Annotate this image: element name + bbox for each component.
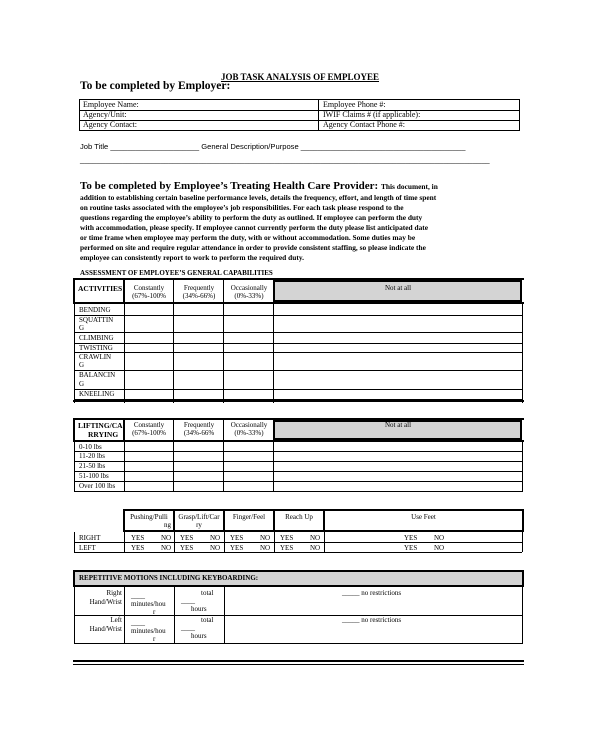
employer-table xyxy=(79,99,520,131)
hands-left-finger-no[interactable]: NO xyxy=(260,544,271,552)
provider-paragraph xyxy=(80,178,520,263)
activity-row-kneeling: KNEELING xyxy=(79,390,115,398)
repetitive-right-part: Hand/Wrist xyxy=(89,598,122,606)
activity-row-crawling: CRAWLIN xyxy=(79,353,112,361)
repetitive-right-hours[interactable]: total ____ hours xyxy=(181,589,214,613)
repetitive-left-minutes-label: minutes/hou xyxy=(131,627,166,635)
hands-left-feet-yes[interactable]: YES xyxy=(404,544,418,552)
lifting-col-frequently xyxy=(174,421,224,437)
hands-col-feet xyxy=(325,513,522,521)
employer-heading: To be completed by Employer: xyxy=(80,80,231,92)
activity-row-balancing: BALANCIN xyxy=(79,371,116,379)
provider-line-6: performed on site and require regular attendance in order to provide consistent staffing, so please indicate the xyxy=(80,243,426,252)
lifting-col-constantly-l2: (67%-100% xyxy=(132,429,166,437)
hands-left-reach-no[interactable]: NO xyxy=(310,544,321,552)
repetitive-right-hours-label: hours xyxy=(191,605,207,613)
repetitive-right-no-restrictions[interactable]: _____ no restrictions xyxy=(342,589,402,597)
hands-col-reach-l1: Reach Up xyxy=(285,513,313,521)
activity-row-squatting-cont: G xyxy=(79,324,85,332)
lifting-col-not-at-all xyxy=(274,421,522,429)
repetitive-left-hours[interactable]: total ____ hours xyxy=(181,616,214,640)
hands-col-finger xyxy=(225,513,273,521)
hands-left-grasp-yes[interactable]: YES xyxy=(180,544,194,552)
hands-col-pushing-l2: ng xyxy=(164,521,171,529)
hands-right-feet-no[interactable]: NO xyxy=(434,534,445,542)
agency-unit-field[interactable]: Agency/Unit: xyxy=(83,110,127,119)
activity-row-bending: BENDING xyxy=(79,306,111,314)
provider-line-2: on routine tasks associated with the employee’s job responsibilities. For each task please respond to the xyxy=(80,203,404,212)
hands-col-grasp-l1: Grasp/Lift/Car xyxy=(178,513,220,521)
repetitive-right-side: Right xyxy=(106,589,122,597)
activities-col-frequently-l2: (34%-66%) xyxy=(182,292,216,300)
repetitive-left-minutes[interactable]: ____ minutes/hou r xyxy=(131,619,166,643)
activities-col-constantly xyxy=(124,284,174,300)
lifting-col-occasionally-l1: Occasionally xyxy=(230,421,268,429)
activities-col-not-at-all-l1: Not at all xyxy=(384,284,412,292)
repetitive-right-minutes-label2: r xyxy=(153,608,156,616)
lifting-row-over-100: Over 100 lbs xyxy=(79,482,116,490)
provider-heading: To be completed by Employee’s Treating Health Care Provider: xyxy=(80,180,381,192)
activities-col-occasionally-l1: Occasionally xyxy=(230,284,268,292)
hands-left-reach-yes[interactable]: YES xyxy=(280,544,294,552)
lifting-row-11-20: 11-20 lbs xyxy=(79,452,105,460)
lifting-col-not-at-all-l1: Not at all xyxy=(384,421,412,429)
hands-right-finger-yes[interactable]: YES xyxy=(230,534,244,542)
provider-line-7: employee can consistently report to work to perform the required duty. xyxy=(80,253,304,262)
assessment-heading: ASSESSMENT OF EMPLOYEE’S GENERAL CAPABILITIES xyxy=(80,269,273,277)
repetitive-right-minutes-label: minutes/hou xyxy=(131,600,166,608)
repetitive-left-minutes-label2: r xyxy=(153,635,156,643)
activities-col-frequently-l1: Frequently xyxy=(183,284,215,292)
hands-row-right-label: RIGHT xyxy=(79,534,101,542)
hands-col-feet-l1: Use Feet xyxy=(411,513,436,521)
agency-contact-phone-field[interactable]: Agency Contact Phone #: xyxy=(323,120,405,129)
activities-col-occasionally xyxy=(224,284,274,300)
lifting-col-constantly xyxy=(124,421,174,437)
lifting-header-l2: RRYING xyxy=(88,430,119,439)
hands-row-left-label: LEFT xyxy=(79,544,96,552)
hands-col-pushing-l1: Pushing/Pulli xyxy=(130,513,168,521)
activities-col-constantly-l1: Constantly xyxy=(133,284,165,292)
hands-left-finger-yes[interactable]: YES xyxy=(230,544,244,552)
hands-right-push-no[interactable]: NO xyxy=(161,534,172,542)
provider-line-3: questions regarding the employee’s ability to perform the duty as outlined. If employee can perform the duty xyxy=(80,213,423,222)
hands-right-feet-yes[interactable]: YES xyxy=(404,534,418,542)
activities-col-occasionally-l2: (0%-33%) xyxy=(234,292,264,300)
hands-right-reach-no[interactable]: NO xyxy=(310,534,321,542)
hands-right-reach-yes[interactable]: YES xyxy=(280,534,294,542)
hands-left-push-no[interactable]: NO xyxy=(161,544,172,552)
hands-col-reach xyxy=(275,513,323,521)
activities-col-not-at-all xyxy=(274,284,522,292)
provider-line-4: with accommodation, please specify. If employee cannot currently perform the duty please list anticipated date xyxy=(80,223,429,232)
agency-contact-field[interactable]: Agency Contact: xyxy=(83,120,137,129)
repetitive-right-total-label: total xyxy=(201,589,214,597)
repetitive-left-total-label: total xyxy=(201,616,214,624)
lifting-col-frequently-l2: (34%-66% xyxy=(183,429,215,437)
activities-col-constantly-l2: (67%-100% xyxy=(132,292,166,300)
iwif-claims-field[interactable]: IWIF Claims # (if applicable): xyxy=(323,110,421,119)
lifting-row-51-100: 51-100 lbs xyxy=(79,472,109,480)
hands-col-grasp xyxy=(175,513,223,529)
lifting-col-occasionally xyxy=(224,421,274,437)
provider-line-5: or time frame when employee may perform the duty, with or without accommodation. Some duties may be xyxy=(80,233,416,242)
lifting-col-occasionally-l2: (0%-33%) xyxy=(234,429,264,437)
hands-right-push-yes[interactable]: YES xyxy=(131,534,145,542)
activity-row-balancing-cont: G xyxy=(79,380,85,388)
lifting-col-constantly-l1: Constantly xyxy=(133,421,165,429)
activities-col-frequently xyxy=(174,284,224,300)
hands-col-pushing xyxy=(125,513,173,529)
hands-right-grasp-no[interactable]: NO xyxy=(210,534,221,542)
activities-header: ACTIVITIES xyxy=(78,284,123,293)
job-title-line[interactable]: Job Title _____________________ General Description/Purpose _______________________________________ xyxy=(80,142,466,151)
document-title-text: JOB TASK ANALYSIS OF EMPLOYEE xyxy=(220,72,380,82)
repetitive-left-no-restrictions[interactable]: _____ no restrictions xyxy=(342,616,402,624)
job-description-line[interactable]: _________________________________________________________________________________________________ xyxy=(80,155,490,164)
hands-left-grasp-no[interactable]: NO xyxy=(210,544,221,552)
hands-right-grasp-yes[interactable]: YES xyxy=(180,534,194,542)
activity-row-crawling-cont: G xyxy=(79,361,85,369)
provider-line-1: addition to establishing certain baseline performance levels, details the frequency, effort, and length of time spent xyxy=(80,193,437,202)
lifting-row-0-10: 0-10 lbs xyxy=(79,443,102,451)
activity-row-climbing: CLIMBING xyxy=(79,334,114,342)
activity-row-squatting: SQUATTIN xyxy=(79,316,114,324)
repetitive-right-minutes[interactable]: ____ minutes/hou r xyxy=(131,592,166,616)
activity-row-twisting: TWISTING xyxy=(79,344,113,352)
repetitive-left-side: Left xyxy=(110,616,122,624)
lifting-header xyxy=(78,421,123,439)
employee-phone-field[interactable]: Employee Phone #: xyxy=(323,100,386,109)
employee-name-field[interactable]: Employee Name: xyxy=(83,100,139,109)
hands-col-grasp-l2: ry xyxy=(196,521,202,529)
lifting-row-21-50: 21-50 lbs xyxy=(79,462,106,470)
repetitive-heading: REPETITIVE MOTIONS INCLUDING KEYBOARDING: xyxy=(79,574,259,582)
repetitive-left-part: Hand/Wrist xyxy=(89,625,122,633)
lifting-col-frequently-l1: Frequently xyxy=(183,421,215,429)
provider-text-first: This document, in xyxy=(380,182,438,191)
hands-right-finger-no[interactable]: NO xyxy=(260,534,271,542)
lifting-header-l1: LIFTING/CA xyxy=(78,421,123,430)
hands-col-finger-l1: Finger/Feel xyxy=(232,513,266,521)
hands-left-push-yes[interactable]: YES xyxy=(131,544,145,552)
hands-left-feet-no[interactable]: NO xyxy=(434,544,445,552)
repetitive-left-hours-label: hours xyxy=(191,632,207,640)
